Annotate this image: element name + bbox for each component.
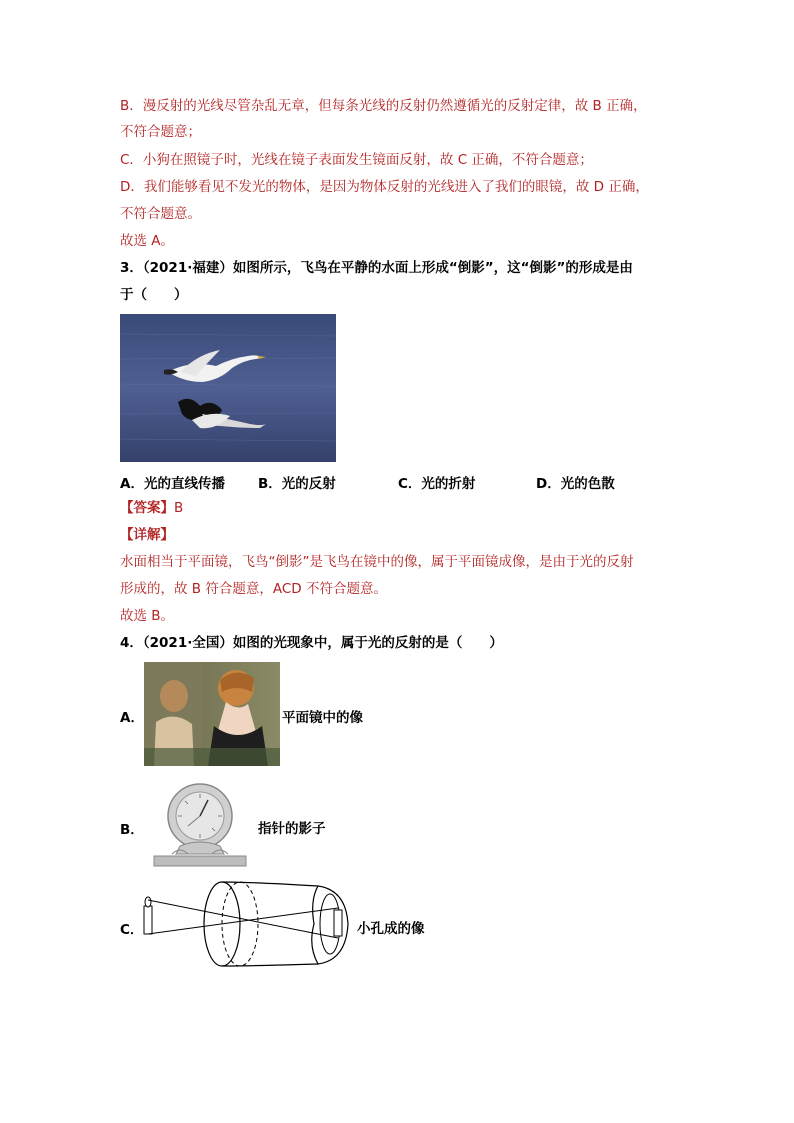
explanation-d-line1: D．我们能够看见不发光的物体，是因为物体反射的光线进入了我们的眼镜，故 D 正确， (120, 179, 649, 195)
q3-option-a[interactable]: A．光的直线传播 (120, 476, 225, 492)
q4-option-c-caption: 小孔成的像 (357, 921, 425, 937)
explanation-d-line2: 不符合题意。 (120, 206, 201, 222)
q4-option-a-letter[interactable]: A． (120, 710, 144, 726)
q3-stem-line2: 于（ ） (120, 287, 188, 303)
swan-reflection-photo (120, 314, 336, 462)
pinhole-camera-diagram (140, 880, 356, 972)
q4-option-b-caption: 指针的影子 (258, 821, 326, 837)
q3-option-d[interactable]: D．光的色散 (536, 476, 615, 492)
q4-stem: 4．（2021·全国）如图的光现象中，属于光的反射的是（ ） (120, 635, 503, 651)
answer-tag: 【答案】 (120, 500, 174, 516)
detail-line1: 水面相当于平面镜，飞鸟“倒影”是飞鸟在镜中的像，属于平面镜成像，是由于光的反射 (120, 554, 634, 570)
detail-tag: 【详解】 (120, 527, 174, 543)
detail-line2: 形成的，故 B 符合题意，ACD 不符合题意。 (120, 581, 387, 597)
explanation-c-line: C．小狗在照镜子时，光线在镜子表面发生镜面反射，故 C 正确，不符合题意； (120, 152, 593, 168)
q4-option-a-caption: 平面镜中的像 (282, 710, 363, 726)
explanation-choice: 故选 A。 (120, 233, 175, 249)
q3-choice: 故选 B。 (120, 608, 175, 624)
explanation-b-line1: B．漫反射的光线尽管杂乱无章，但每条光线的反射仍然遵循光的反射定律，故 B 正确， (120, 98, 647, 114)
q3-option-c[interactable]: C．光的折射 (398, 476, 476, 492)
q3-stem-line1: 3．（2021·福建）如图所示，飞鸟在平静的水面上形成“倒影”，这“倒影”的形成是由 (120, 260, 633, 276)
q3-answer (120, 498, 183, 518)
q3-option-b[interactable]: B．光的反射 (258, 476, 336, 492)
mirror-image-photo (144, 662, 280, 766)
sundial-figure (150, 780, 250, 868)
explanation-b-line2: 不符合题意； (120, 124, 201, 140)
q4-option-b-letter[interactable]: B． (120, 822, 144, 838)
q4-option-c-letter[interactable]: C． (120, 922, 144, 938)
answer-value: B (174, 500, 184, 516)
